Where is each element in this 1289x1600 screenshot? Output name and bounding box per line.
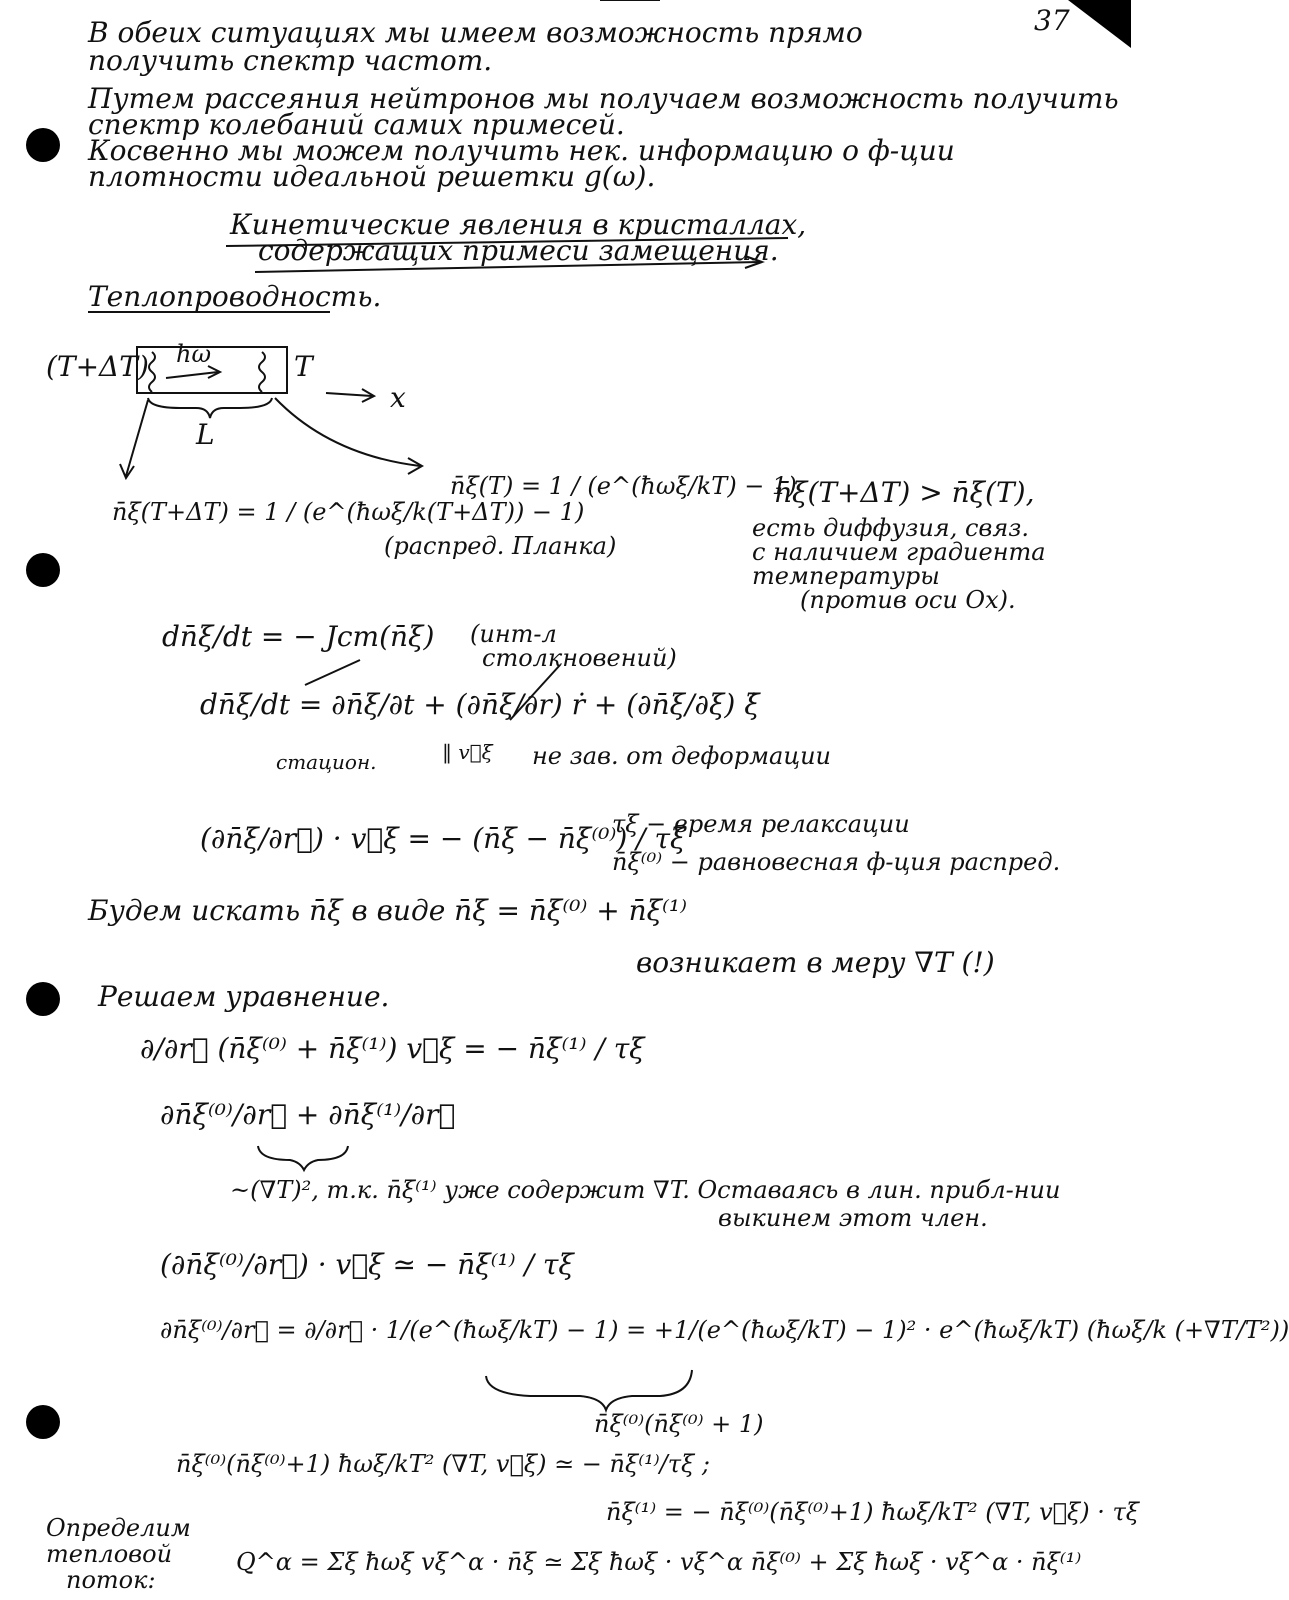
page-number: 37 — [1034, 4, 1070, 37]
cross-out — [305, 660, 360, 685]
diffusion-note-line: температуры — [752, 562, 940, 590]
paragraph-line: Путем рассеяния нейтронов мы получаем возможность получить — [88, 82, 1119, 115]
right-heater-coil — [259, 352, 265, 392]
planck-note: (распред. Планка) — [384, 532, 617, 560]
solve-heading: Решаем уравнение. — [98, 980, 390, 1013]
collision-note-line: столкновений) — [482, 644, 677, 672]
brace-label: n̄ξ⁽⁰⁾(n̄ξ⁽⁰⁾ + 1) — [594, 1410, 764, 1438]
length-brace — [148, 398, 272, 418]
formula-eq2: ∂n̄ξ⁽⁰⁾/∂r⃗ + ∂n̄ξ⁽¹⁾/∂r⃗ — [160, 1098, 456, 1131]
diagram-axis-label: x — [390, 381, 406, 414]
formula-eq3: (∂n̄ξ⁽⁰⁾/∂r⃗) · v⃗ξ ≃ − n̄ξ⁽¹⁾ / τξ — [160, 1248, 574, 1281]
corner-fold — [1068, 0, 1131, 48]
stationary-note: стацион. — [276, 750, 377, 774]
paragraph-line: Косвенно мы можем получить нек. информацию о ф-ции — [88, 134, 955, 167]
diagram-phonon-label: ħω — [176, 340, 212, 368]
deformation-note: не зав. от деформации — [532, 742, 831, 770]
flux-label-line: поток: — [66, 1566, 156, 1594]
formula-total-derivative: dn̄ξ/dt = ∂n̄ξ/∂t + (∂n̄ξ/∂r) ṙ + (∂n̄ξ/∂ξ) ξ̇ — [200, 688, 760, 721]
tau-definition: τξ − время релаксации — [612, 810, 910, 838]
diagram-length-label: L — [196, 418, 215, 451]
formula-eq1: ∂/∂r⃗ (n̄ξ⁽⁰⁾ + n̄ξ⁽¹⁾) v⃗ξ = − n̄ξ⁽¹⁾ / τξ — [140, 1032, 645, 1065]
n0-definition: n̄ξ⁽⁰⁾ − равновесная ф-ция распред. — [612, 848, 1061, 876]
paragraph-line: В обеих ситуациях мы имеем возможность прямо — [88, 16, 863, 49]
diffusion-note-line: с наличием градиента — [752, 538, 1046, 566]
subsection-title: Теплопроводность. — [88, 280, 382, 313]
left-heater-coil — [149, 352, 155, 392]
seek-solution-line: Будем искать n̄ξ в виде n̄ξ = n̄ξ⁽⁰⁾ + n̄ξ⁽¹⁾ — [88, 894, 688, 927]
paragraph-line: плотности идеальной решетки g(ω). — [88, 160, 656, 193]
diffusion-note-line: есть диффузия, связ. — [752, 514, 1029, 542]
flux-label-line: тепловой — [46, 1540, 173, 1568]
formula-n-right: n̄ξ(T) = 1 / (e^(ħωξ/kT) − 1) — [450, 472, 797, 500]
drop-term-note: выкинем этот член. — [718, 1204, 988, 1232]
paragraph-line: спектр колебаний самих примесей. — [88, 108, 625, 141]
formula-n-left: n̄ξ(T+ΔT) = 1 / (e^(ħωξ/k(T+ΔT)) − 1) — [112, 498, 585, 526]
formula-inequality: n̄ξ(T+ΔT) > n̄ξ(T), — [774, 476, 1035, 509]
underbrace — [486, 1370, 692, 1410]
formula-eq5a: n̄ξ⁽⁰⁾(n̄ξ⁽⁰⁾+1) ħωξ/kT² (∇T, v⃗ξ) ≃ − n̄ξ⁽¹⁾/τξ ; — [176, 1450, 710, 1478]
diagram-right-temperature: T — [294, 350, 313, 383]
paragraph-line: получить спектр частот. — [88, 44, 493, 77]
diagram-left-temperature: (T+ΔT) — [46, 350, 149, 383]
velocity-note: ‖ v⃗ξ — [442, 740, 493, 764]
section-title-line: содержащих примеси замещения. — [258, 234, 779, 267]
formula-eq4: ∂n̄ξ⁽⁰⁾/∂r⃗ = ∂/∂r⃗ · 1/(e^(ħωξ/kT) − 1) = +1/(e^(ħωξ/kT) − 1)² · e^(ħωξ/kT) (ħωξ/k (+∇T/T²)) — [160, 1316, 1289, 1344]
collision-note-line: (инт-л — [470, 620, 557, 648]
pointer-arrow-left — [126, 400, 148, 476]
x-axis-arrow — [326, 393, 372, 396]
formula-collision: dn̄ξ/dt = − Jст(n̄ξ) — [162, 620, 435, 653]
underbrace — [258, 1146, 348, 1170]
diffusion-note-line: (против оси Ox). — [800, 586, 1016, 614]
formula-relaxation: (∂n̄ξ/∂r⃗) · v⃗ξ = − (n̄ξ − n̄ξ⁽⁰⁾) / τξ — [200, 822, 686, 855]
section-title-line: Кинетические явления в кристаллах, — [230, 208, 807, 241]
gradient-note: ~(∇T)², т.к. n̄ξ⁽¹⁾ уже содержит ∇T. Оставаясь в лин. прибл-нии — [230, 1176, 1061, 1204]
flux-label-line: Определим — [46, 1514, 191, 1542]
formula-eq5b: n̄ξ⁽¹⁾ = − n̄ξ⁽⁰⁾(n̄ξ⁽⁰⁾+1) ħωξ/kT² (∇T, v⃗ξ) · τξ — [606, 1498, 1140, 1526]
arises-note: возникает в меру ∇T (!) — [636, 946, 995, 979]
formula-heat-flux: Q^α = Σξ ħωξ vξ^α · n̄ξ ≃ Σξ ħωξ · vξ^α n̄ξ⁽⁰⁾ + Σξ ħωξ · vξ^α · n̄ξ⁽¹⁾ — [236, 1548, 1082, 1576]
